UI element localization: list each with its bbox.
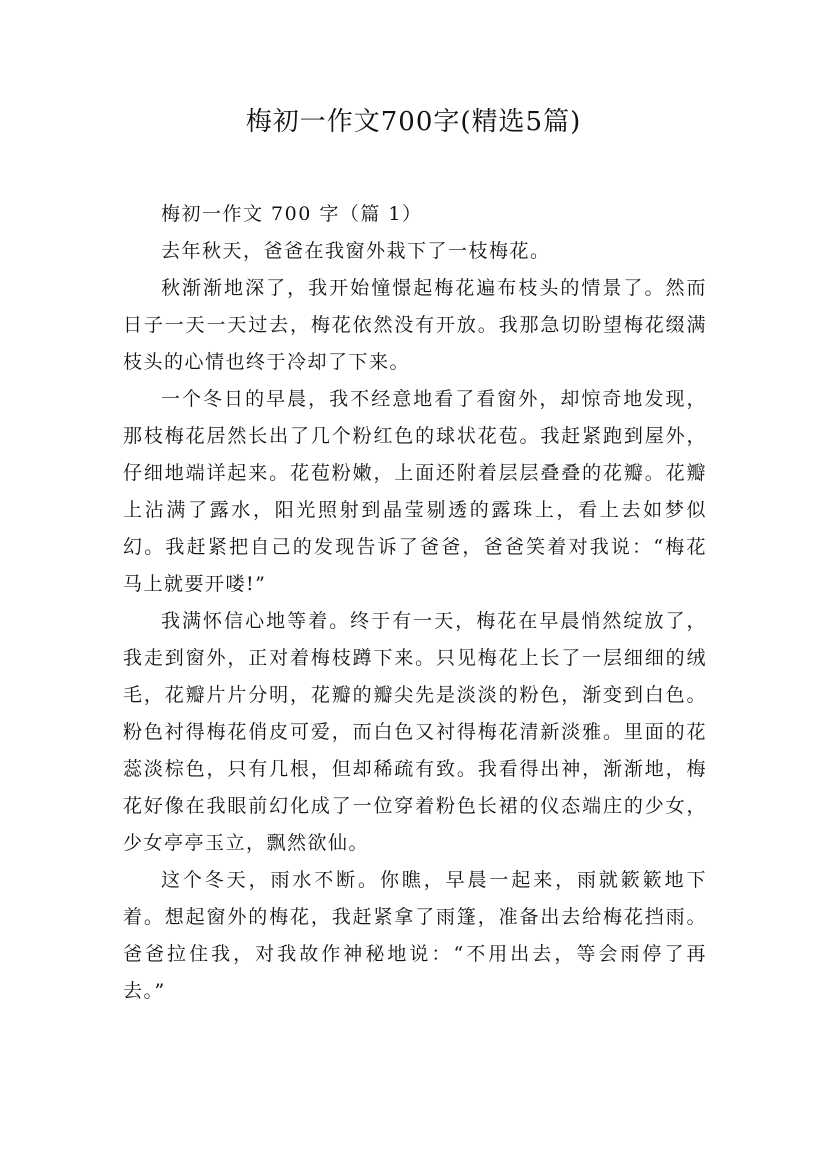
paragraph: 我满怀信心地等着。终于有一天，梅花在早晨悄然绽放了，我走到窗外，正对着梅枝蹲下来。只见梅花上长了一层细细的绒毛，花瓣片片分明，花瓣的瓣尖先是淡淡的粉色，渐变到白色。粉色衬得梅花俏皮可爱，而白色又衬得梅花清新淡雅。里面的花蕊淡棕色，只有几根，但却稀疏有致。我看得出神，渐渐地，梅花好像在我眼前幻化成了一位穿着粉色长裙的仪态端庄的少女，少女亭亭玉立，飘然欲仙。 [123, 610, 707, 854]
paragraph: 一个冬日的早晨，我不经意地看了看窗外，却惊奇地发现，那枝梅花居然长出了几个粉红色的球状花苞。我赶紧跑到屋外，仔细地端详起来。花苞粉嫩，上面还附着层层叠叠的花瓣。花瓣上沾满了露水，阳光照射到晶莹剔透的露珠上，看上去如梦似幻。我赶紧把自己的发现告诉了爸爸，爸爸笑着对我说：“梅花马上就要开喽!” [123, 388, 707, 595]
paragraph: 秋渐渐地深了，我开始憧憬起梅花遍布枝头的情景了。然而日子一天一天过去，梅花依然没有开放。我那急切盼望梅花缀满枝头的心情也终于冷却了下来。 [123, 277, 707, 373]
paragraph: 去年秋天，爸爸在我窗外栽下了一枝梅花。 [161, 240, 551, 262]
document-body [123, 196, 707, 1010]
paragraph: 这个冬天，雨水不断。你瞧，早晨一起来，雨就簌簌地下着。想起窗外的梅花，我赶紧拿了雨篷，准备出去给梅花挡雨。爸爸拉住我，对我故作神秘地说：“不用出去，等会雨停了再去。” [123, 869, 707, 1002]
document-title: 梅初一作文700字(精选5篇) [245, 107, 582, 137]
section-heading: 梅初一作文 700 字（篇 1） [161, 203, 423, 225]
